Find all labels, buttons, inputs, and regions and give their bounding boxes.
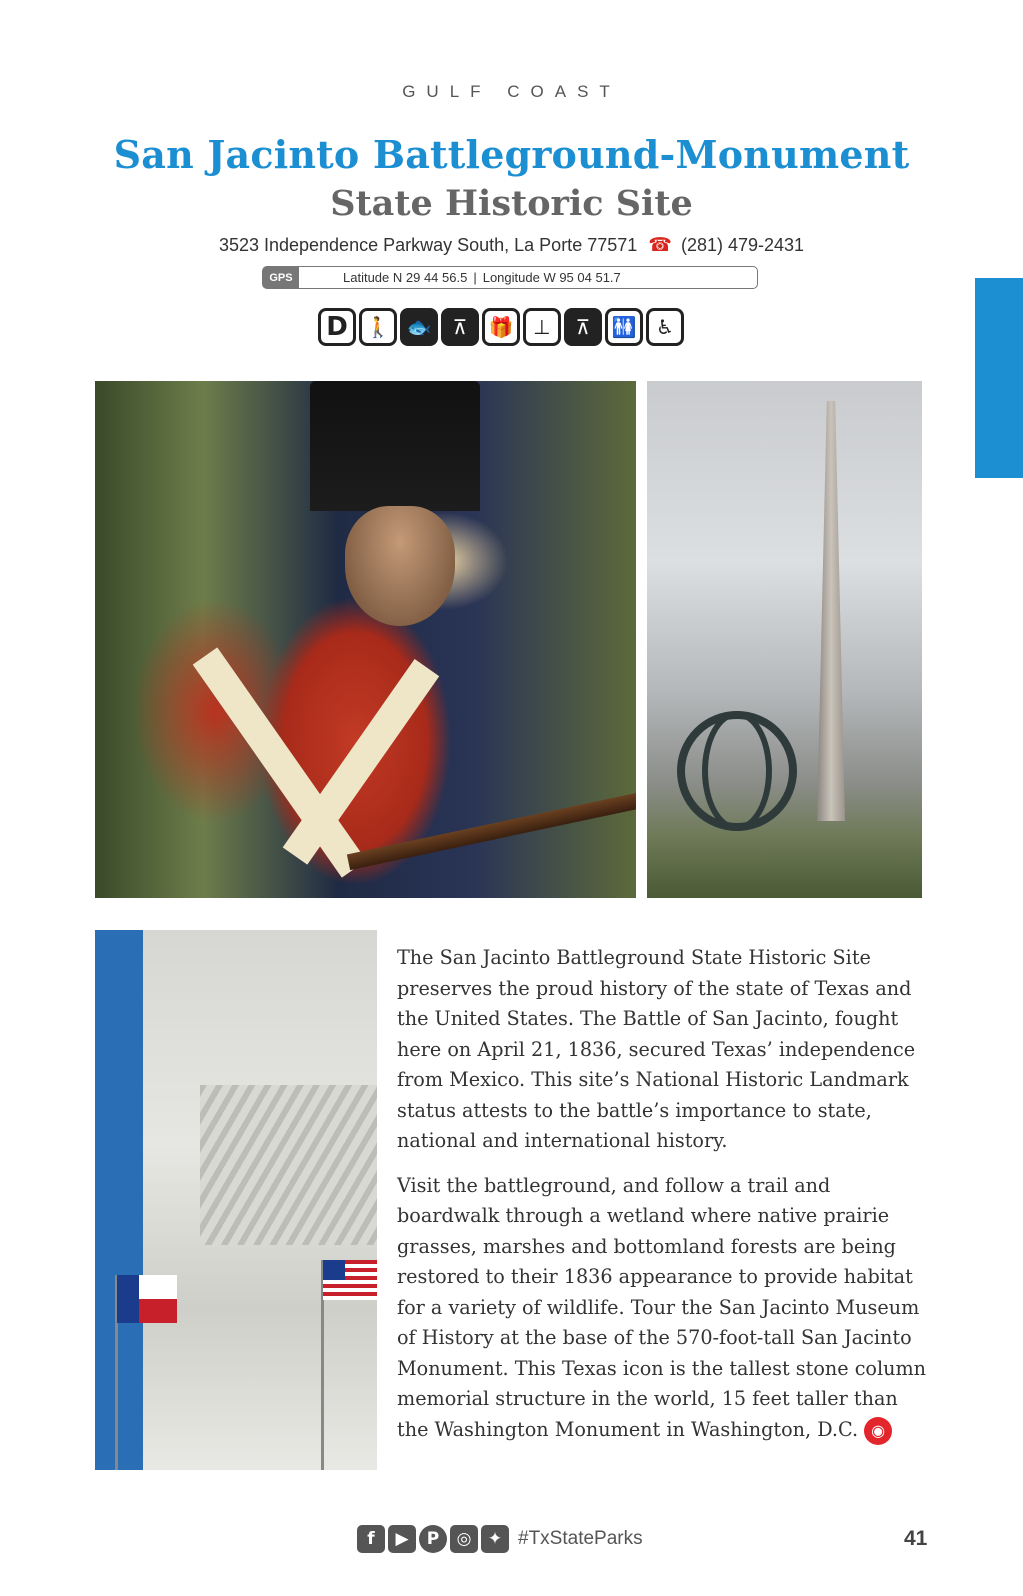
facebook-icon[interactable]: f — [357, 1525, 385, 1553]
phone-number: (281) 479-2431 — [680, 235, 805, 255]
page-number: 41 — [904, 1527, 928, 1550]
monument-photo — [647, 381, 922, 898]
body-text — [397, 943, 929, 1459]
gps-badge: GPS — [263, 267, 299, 288]
picnic-icon: ⊼ — [441, 308, 479, 346]
gift-shop-icon: 🎁 — [482, 308, 520, 346]
gps-longitude: Longitude W 95 04 51.7 — [482, 270, 621, 285]
fishing-icon: 🐟 — [400, 308, 438, 346]
cross-strap-shape — [283, 659, 439, 865]
page-subtitle: State Historic Site — [330, 183, 693, 224]
soldier-face-shape — [345, 506, 455, 626]
cross-strap-shape — [193, 647, 367, 877]
accessible-icon: ♿ — [646, 308, 684, 346]
gps-separator: | — [473, 270, 477, 285]
musket-shape — [347, 788, 636, 870]
relief-carving-shape — [200, 1085, 377, 1245]
hashtag: #TxStateParks — [518, 1528, 643, 1549]
restrooms-icon: 🚻 — [605, 308, 643, 346]
shako-hat-shape — [310, 381, 480, 511]
paragraph-text: Visit the battleground, and follow a trail and boardwalk through a wetland where native prairie grasses, marshes and bottomland forests are being restored to their 1836 appearance to provide habitat for a variety of wildlife. Tour the San Jacinto Museum of History at the base of the 570-foot-tall San Jacinto Monument. This Texas icon is the tallest stone column memorial structure in the world, 15 feet taller than the Washington Monument in Washington, D.C. — [397, 1173, 927, 1441]
hiking-icon: 🚶 — [359, 308, 397, 346]
section-side-tab — [975, 278, 1023, 478]
historic-site-icon: ⊥ — [523, 308, 561, 346]
twitter-icon[interactable]: ✦ — [481, 1525, 509, 1553]
day-use-icon: D — [318, 308, 356, 346]
pinterest-icon[interactable]: P — [419, 1525, 447, 1553]
armillary-ring-shape — [702, 711, 772, 831]
amenity-icons — [318, 308, 684, 346]
monument-shaft-shape — [817, 401, 845, 821]
gps-latitude: Latitude N 29 44 56.5 — [343, 270, 468, 285]
youtube-icon[interactable]: ▶ — [388, 1525, 416, 1553]
reenactor-soldiers-photo — [95, 381, 636, 898]
address-line — [0, 234, 1023, 257]
texas-flag-shape — [117, 1275, 177, 1323]
instagram-icon[interactable]: ◎ — [450, 1525, 478, 1553]
monument-relief-photo — [95, 930, 377, 1470]
region-label: GULF COAST — [402, 82, 621, 101]
wifi-icon: ◉ — [864, 1417, 892, 1445]
address-text: 3523 Independence Parkway South, La Porte 77571 — [218, 235, 638, 255]
footer-social — [357, 1525, 643, 1553]
paragraph — [397, 1171, 929, 1446]
paragraph: The San Jacinto Battleground State Historic Site preserves the proud history of the state of Texas and the United States. The Battle of San Jacinto, fought here on April 21, 1836, secured Texas’ independence from Mexico. This site’s National Historic Landmark status attests to the battle’s importance to state, national and international history. — [397, 946, 916, 1152]
phone-icon: ☎ — [648, 235, 672, 256]
page-title: San Jacinto Battleground-Monument — [113, 132, 910, 177]
us-flag-shape — [323, 1260, 377, 1300]
group-picnic-icon: ⊼ — [564, 308, 602, 346]
gps-coordinates — [262, 266, 758, 289]
